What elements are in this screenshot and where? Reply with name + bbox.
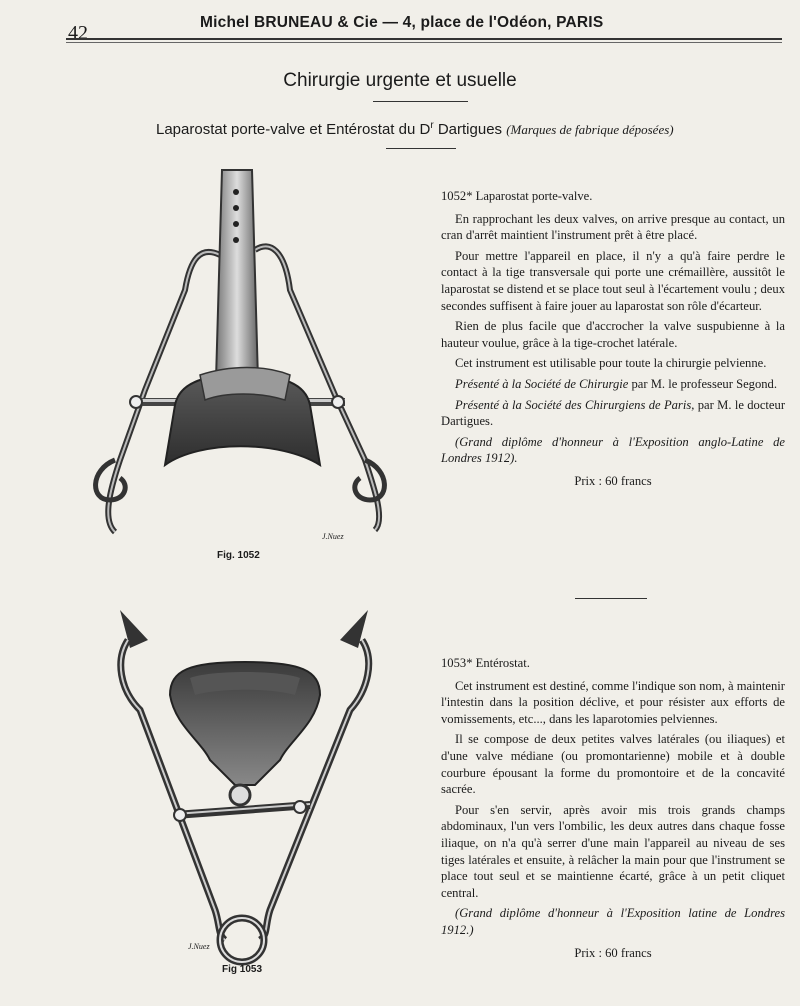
- item-1053-para-4: [441, 905, 785, 938]
- subtitle-main: Laparostat porte-valve et Entérostat du D: [156, 121, 431, 138]
- figure-label-1052: Fig. 1052: [217, 550, 260, 561]
- item-1053-para-2: Il se compose de deux petites valves latérales (ou iliaques) et d'une valve médiane (ou promontarienne) mobile et à double courbure épousant la forme du promontoire et de la concavité sacrée.: [441, 732, 785, 797]
- figure-1053: [100, 600, 390, 975]
- item-1053-para-1: Cet instrument est destiné, comme l'indique son nom, à maintenir l'intestin dans la position déclive, et pour résister aux efforts de vomissements, etc..., dans les laparotomies pelviennes.: [441, 678, 785, 726]
- section-divider: [575, 598, 647, 599]
- subtitle-sup: r: [430, 120, 434, 131]
- item-1053-para-3: Pour s'en servir, après avoir mis trois grands champs abdominaux, l'un vers l'ombilic, les deux autres dans chaque fosse iliaque, on n'a qu'à serrer d'une main l'appareil au niveau de ses tiges latérales et ensuite, à relâcher la main pour que l'instrument se place tout seul et se maintienne écarté, grâce à un petit cliquet central.: [441, 802, 785, 900]
- signature-1053: J.Nuez: [188, 942, 210, 951]
- item-1053-title: 1053* Entérostat.: [441, 656, 530, 670]
- subtitle-rule: [386, 148, 456, 149]
- laparostat-illustration: [80, 160, 410, 555]
- item-1052-para-6-rest: par M. le docteur Dartigues.: [441, 397, 786, 429]
- figure-1052: [80, 160, 410, 561]
- item-1053-price: Prix : 60 francs: [574, 945, 652, 960]
- item-1052-para-6-italic: Présenté à la Société des Chirurgiens de Paris,: [455, 397, 695, 412]
- item-1052-para-6: [441, 397, 785, 430]
- item-1052-para-4: Cet instrument est utilisable pour toute la chirurgie pelvienne.: [455, 356, 767, 371]
- title-rule: [373, 101, 468, 102]
- item-1052-para-2: Pour mettre l'appareil en place, il n'y a qu'à faire perdre le contact à la tige transversale qui porte une crémaillère, aussitôt le laparostat se distend et se place tout seul à l'écartement voulu ; deux secondes suffisent à faire jouer au laparostat son rôle d'écarteur.: [441, 248, 785, 313]
- item-1053-award: (Grand diplôme d'honneur à l'Exposition latine de Londres 1912.): [441, 906, 785, 937]
- header-rule-thin: [66, 42, 782, 43]
- item-1052-award: (Grand diplôme d'honneur à l'Exposition anglo-Latine de Londres 1912).: [441, 434, 785, 466]
- item-1052-para-5-italic: Présenté à la Société de Chirurgie: [455, 376, 629, 391]
- item-1052-title: 1052* Laparostat porte-valve.: [441, 189, 593, 203]
- subtitle-name: Dartigues: [433, 121, 503, 138]
- item-1052-price: Prix : 60 francs: [574, 473, 652, 488]
- item-1052-para-5: [441, 376, 785, 393]
- subtitle: [156, 120, 756, 138]
- item-1052-description: [441, 188, 785, 494]
- item-1052-para-1: En rapprochant les deux valves, on arrive presque au contact, un cran d'arrêt maintient l'instrument prêt à être placé.: [441, 211, 785, 243]
- signature-1052: J.Nuez: [322, 532, 344, 541]
- running-head: Michel BRUNEAU & Cie — 4, place de l'Odéon, PARIS: [200, 14, 604, 31]
- item-1052-para-3: Rien de plus facile que d'accrocher la valve suspubienne à la hauteur voulue, grâce à la tige-crochet latérale.: [441, 319, 785, 350]
- item-1052-para-7: [441, 434, 785, 467]
- item-1053-description: [441, 655, 785, 965]
- page-number: 42: [68, 22, 88, 44]
- trademark-note: (Marques de fabrique déposées): [506, 122, 674, 137]
- section-title: Chirurgie urgente et usuelle: [283, 70, 517, 91]
- figure-label-1053: Fig 1053: [222, 964, 263, 975]
- enterostat-illustration: [100, 600, 390, 970]
- header-rule: [66, 38, 782, 40]
- item-1052-para-5-rest: par M. le professeur Segond.: [628, 376, 778, 391]
